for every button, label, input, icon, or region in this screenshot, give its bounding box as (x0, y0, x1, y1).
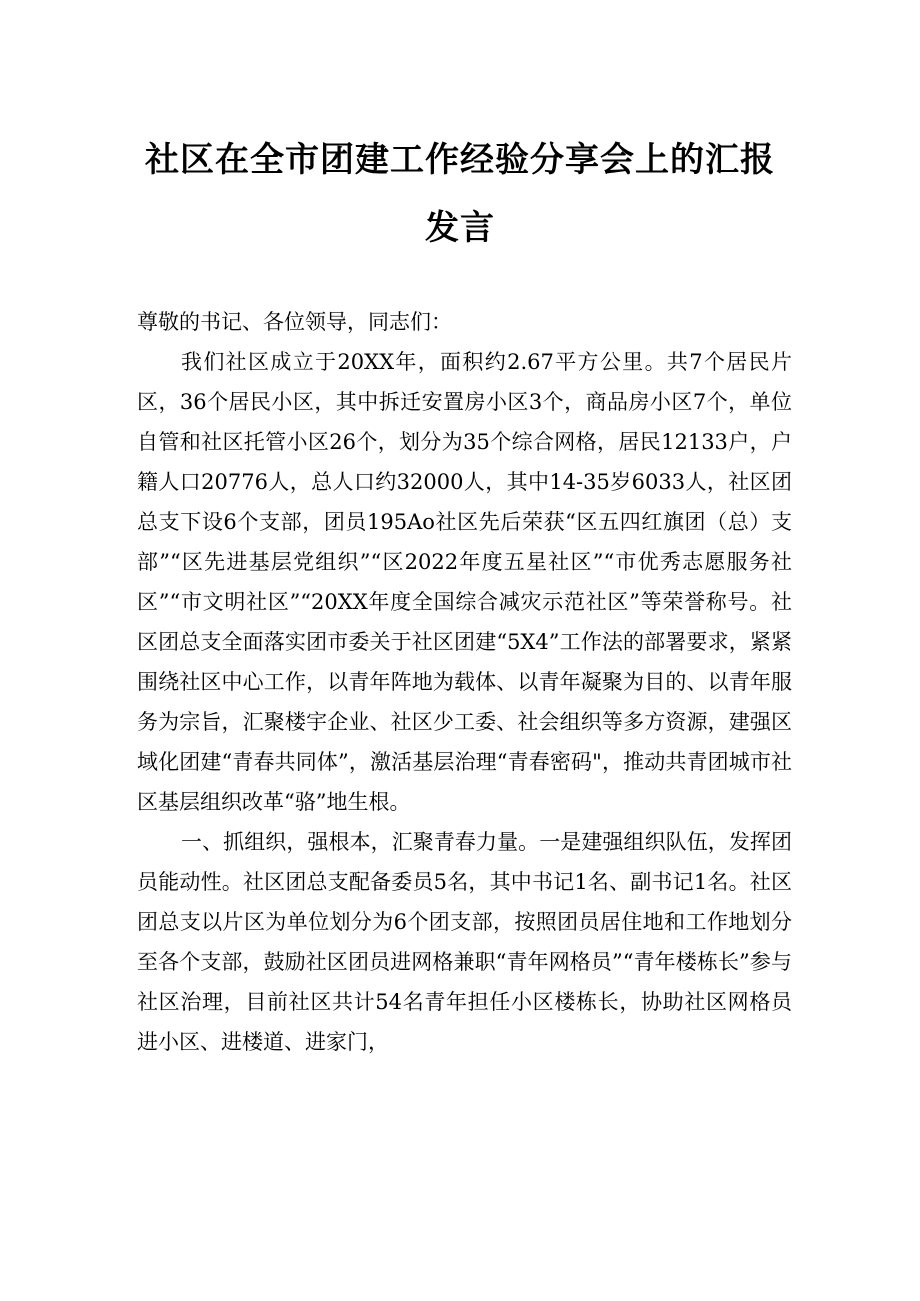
paragraph-intro: 我们社区成立于20XX年，面积约2.67平方公里。共7个居民片区，36个居民小区，其中拆迁安置房小区3个，商品房小区7个，单位自管和社区托管小区26个，划分为35个综合网格，居民12133户，户籍人口20776人，总人口约32000人，其中14-35岁6033人，社区团总支下设6个支部，团员195Ao社区先后荣获“区五四红旗团（总）支部”“区先进基层党组织”“区2022年度五星社区”“市优秀志愿服务社区”“市文明社区”“20XX年度全国综合减灾示范社区”等荣誉称号。社区团总支全面落实团市委关于社区团建“5X4”工作法的部署要求，紧紧围绕社区中心工作，以青年阵地为载体、以青年凝聚为目的、以青年服务为宗旨，汇聚楼宇企业、社区少工委、社会组织等多方资源，建强区域化团建“青春共同体”，激活基层治理“青春密码"，推动共青团城市社区基层组织改革“骆”地生根。 (137, 350, 792, 814)
document-title-line-1: 社区在全市团建工作经验分享会上的汇报 (145, 140, 775, 180)
salutation: 尊敬的书记、各位领导，同志们： (137, 310, 452, 334)
paragraph-section-one: 一、抓组织，强根本，汇聚青春力量。一是建强组织队伍，发挥团员能动性。社区团总支配备委员5名，其中书记1名、副书记1名。社区团总支以片区为单位划分为6个团支部，按照团员居住地和工作地划分至各个支部，鼓励社区团员进网格兼职“青年网格员”“青年楼栋长”参与社区治理，目前社区共计54名青年担任小区楼栋长，协助社区网格员进小区、进楼道、进家门， (137, 830, 792, 1054)
document-body (137, 302, 792, 1062)
document-title-line-2: 发言 (425, 208, 495, 248)
